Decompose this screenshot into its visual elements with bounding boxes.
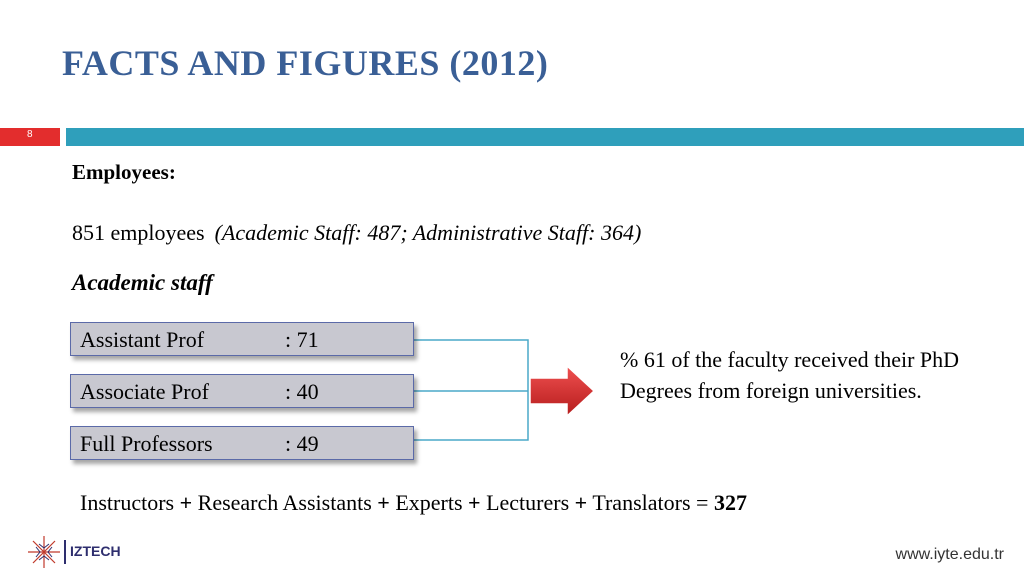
staff-row-value: : 40 [285,379,319,404]
other-staff-totals [80,490,747,516]
equals-sign: = [696,490,709,515]
foreign-phd-summary: % 61 of the faculty received their PhD Degrees from foreign universities. [620,347,960,403]
plus-sign: + [179,490,193,515]
employees-detail: (Academic Staff: 487; Administrative Staff: 364) [214,220,642,245]
right-arrow-icon [530,366,594,416]
iztech-logo-text: IZTECH [70,543,121,559]
academic-staff-heading: Academic staff [72,270,213,295]
totals-part: Experts [395,490,463,515]
employees-heading: Employees: [72,160,176,184]
page-number: 8 [27,129,33,140]
totals-sum: 327 [713,490,747,515]
associate-prof-box [70,374,414,408]
totals-part: Lecturers [486,490,570,515]
staff-row-label: Full Professors [80,431,213,456]
staff-row-value: : 49 [285,431,319,456]
totals-part: Translators [592,490,691,515]
assistant-prof-box [70,322,414,356]
totals-part: Instructors [80,490,175,515]
website-url[interactable]: www.iyte.edu.tr [895,546,1004,563]
plus-sign: + [468,490,481,515]
plus-sign: + [574,490,588,515]
staff-row-value: : 71 [285,327,319,352]
plus-sign: + [377,490,390,515]
slide-title: FACTS AND FIGURES (2012) [62,43,549,83]
staff-row-label: Assistant Prof [80,327,205,352]
employees-count: 851 employees [72,220,205,245]
staff-row-label: Associate Prof [80,379,209,404]
full-professors-box [70,426,414,460]
totals-part: Research Assistants [197,490,372,515]
